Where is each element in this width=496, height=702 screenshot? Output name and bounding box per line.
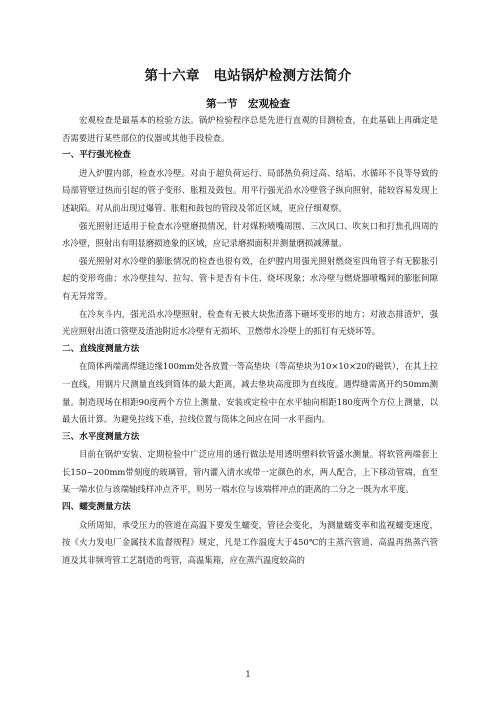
heading-levelness: 三、水平度测量方法: [62, 431, 140, 442]
section-title: 第一节 宏观检查: [206, 98, 290, 110]
body-paragraph: 在筒体两端离焊缝边缘100mm处各放置一等高垫块（等高垫块为10×10×20的磁铁），在其上拉一直线，用钢片尺测量直线到筒体的最大距离，减去垫块高度即为直线度。遇焊缝需离开约50mm测量。制造现场在相距90度两个方位上测量、安装或定检中在水平轴向相距180度两个方位上测量，以最大值计算。为避免拉线下垂，拉线位置与筒体之间应在同一水平面内。: [62, 361, 438, 425]
body-paragraph: 强光照射还适用于检查水冷壁磨损情况，针对煤粉喷嘴周围、三次风口、吹灰口和打焦孔四周的水冷壁，照射出有明显磨损迹象的区域，应记录磨损面积并测量磨损减薄量。: [62, 220, 438, 249]
heading-creep: 四、蠕变测量方法: [62, 502, 131, 513]
document-body: [62, 112, 438, 569]
intro-paragraph: 宏观检查是最基本的检验方法。锅炉检验程序总是先进行直观的目测检查，在此基础上再确定是否需要进行某些部位的仪器或其他手段检查。: [62, 115, 438, 143]
heading-straightness: 二、直线度测量方法: [62, 343, 140, 354]
heading-parallel-light: 一、平行强光检查: [62, 150, 131, 161]
page-number: 1: [245, 670, 251, 679]
body-paragraph: 目前在锅炉安装、定期检验中广泛应用的通行做法是用透明塑料软管盛水测量。将软管两端套上长150~200mm带刻度的玻璃管，管内灌入清水或带一定颜色的水，两人配合，上下移动管端，直至某一端水位与该端轴线样冲点齐平，则另一端水位与该端样冲点的距离的二分之一既为水平度。: [62, 449, 438, 495]
body-paragraph: 在冷灰斗内，强光沿水冷壁照射，检查有无被大块焦渣落下砸坏变形的地方；对液态排渣炉，强光应照射出渣口管壁及渣池附近水冷壁有无损坏、卫燃带水冷壁上的抓钉有无烧坏等。: [62, 308, 438, 337]
body-paragraph: 众所周知，承受压力的管道在高温下要发生蠕变，管径会变化，为测量蠕变率和监视蠕变速度，按《火力发电厂金属技术监督规程》规定，凡是工作温度大于450℃的主蒸汽管道、高温再热蒸汽管道及其非频弯管工艺制造的弯管，高温集箱，应在蒸汽温度较高的: [62, 519, 438, 565]
body-paragraph: 强光照射对水冷壁的膨胀情况的检查也很有效，在炉膛内用强光照射燃烧室四角管子有无膨胀引起的变形弯曲；水冷壁挂勾、拉勾、管卡是否有卡住、烧坏现象；水冷壁与燃烧器喷嘴间的膨胀间隙有无异常等。: [62, 255, 438, 301]
body-paragraph: 进入炉膛内部，检查水冷壁。对由于超负荷运行、局部热负荷过高、结垢、水循环不良等导致的局部管壁过热而引起的管子变形、胀粗及鼓包。用平行强光沿水冷壁管子纵向照射，能较容易发现上述缺陷。对从前出现过爆管、胀粗和鼓包的管段及邻近区域，更应仔细观察。: [62, 167, 438, 213]
chapter-title: 第十六章 电站锅炉检测方法简介: [144, 68, 352, 84]
